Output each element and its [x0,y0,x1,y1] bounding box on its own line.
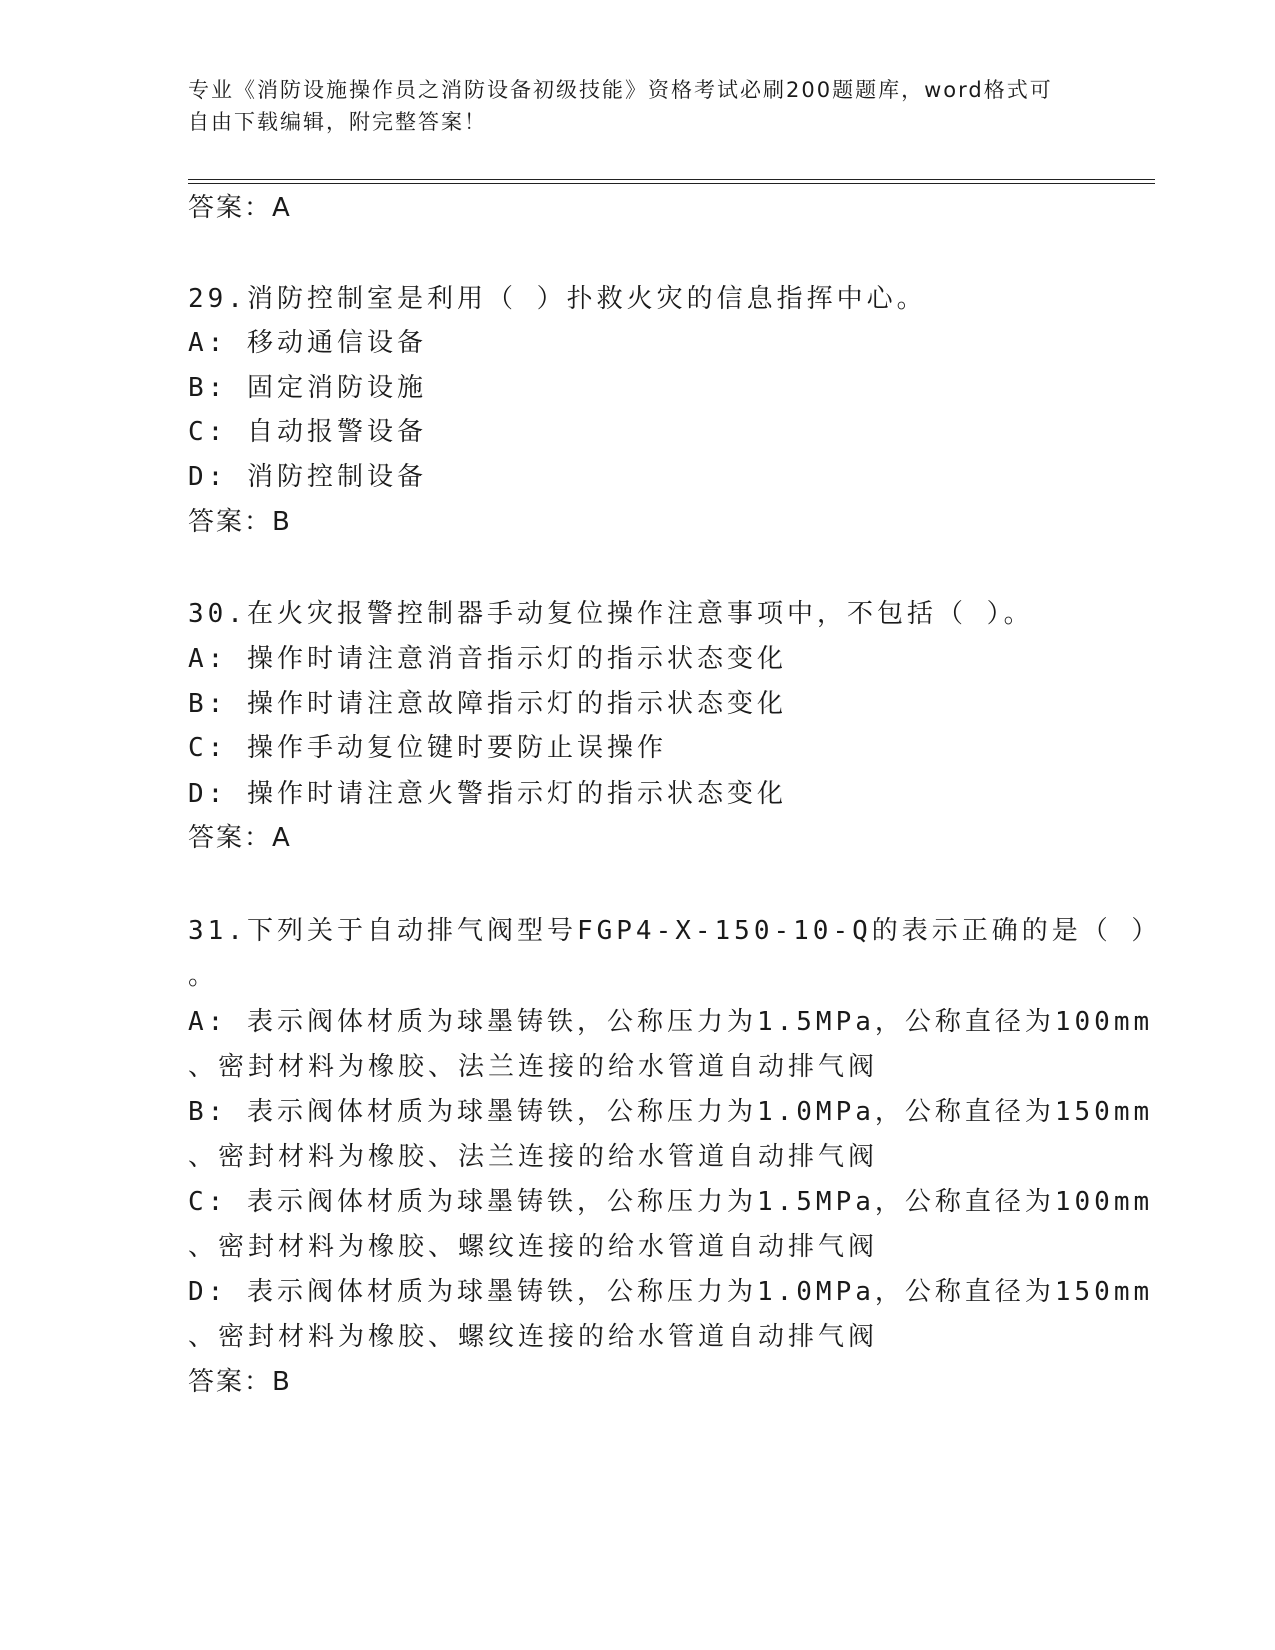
question-29-stem: 29.消防控制室是利用（ ）扑救火灾的信息指挥中心。 [188,284,927,314]
question-31-stem-line2: 。 [188,961,219,991]
question-29-option-b: B: 固定消防设施 [188,373,427,403]
question-31-option-b-line1: B: 表示阀体材质为球墨铸铁，公称压力为1.0MPa，公称直径为150mm [188,1097,1154,1127]
question-31-option-c-line1: C: 表示阀体材质为球墨铸铁，公称压力为1.5MPa，公称直径为100mm [188,1187,1154,1217]
question-29-option-a: A: 移动通信设备 [188,328,427,358]
question-30-option-b: B: 操作时请注意故障指示灯的指示状态变化 [188,689,787,719]
question-31-option-d-line1: D: 表示阀体材质为球墨铸铁，公称压力为1.0MPa，公称直径为150mm [188,1277,1154,1307]
question-30-option-d: D: 操作时请注意火警指示灯的指示状态变化 [188,779,787,809]
question-30-option-a: A: 操作时请注意消音指示灯的指示状态变化 [188,644,787,674]
question-31-option-d-line2: 、密封材料为橡胶、螺纹连接的给水管道自动排气阀 [188,1322,879,1352]
document-header: 专业《消防设施操作员之消防设备初级技能》资格考试必刷200题题库，word格式可自由下载编辑，附完整答案！ [188,78,1053,134]
question-30-answer: 答案：A [188,823,292,853]
question-29-option-d: D: 消防控制设备 [188,462,427,492]
question-31-option-a-line2: 、密封材料为橡胶、法兰连接的给水管道自动排气阀 [188,1052,879,1082]
question-30-stem: 30.在火灾报警控制器手动复位操作注意事项中，不包括（ ）。 [188,599,1034,629]
question-31-option-a-line1: A: 表示阀体材质为球墨铸铁，公称压力为1.5MPa，公称直径为100mm [188,1007,1154,1037]
header-rule-top [188,179,1155,180]
answer-prev: 答案：A [188,193,292,223]
question-29-option-c: C: 自动报警设备 [188,417,427,447]
header-rule-bottom [188,183,1155,184]
question-31-option-b-line2: 、密封材料为橡胶、法兰连接的给水管道自动排气阀 [188,1142,879,1172]
question-31-stem-line1: 31.下列关于自动排气阀型号FGP4-X-150-10-Q的表示正确的是（ ） [188,916,1162,946]
question-29-answer: 答案：B [188,507,292,537]
question-30-option-c: C: 操作手动复位键时要防止误操作 [188,733,667,763]
question-31-option-c-line2: 、密封材料为橡胶、螺纹连接的给水管道自动排气阀 [188,1232,879,1262]
question-31-answer: 答案：B [188,1367,292,1397]
